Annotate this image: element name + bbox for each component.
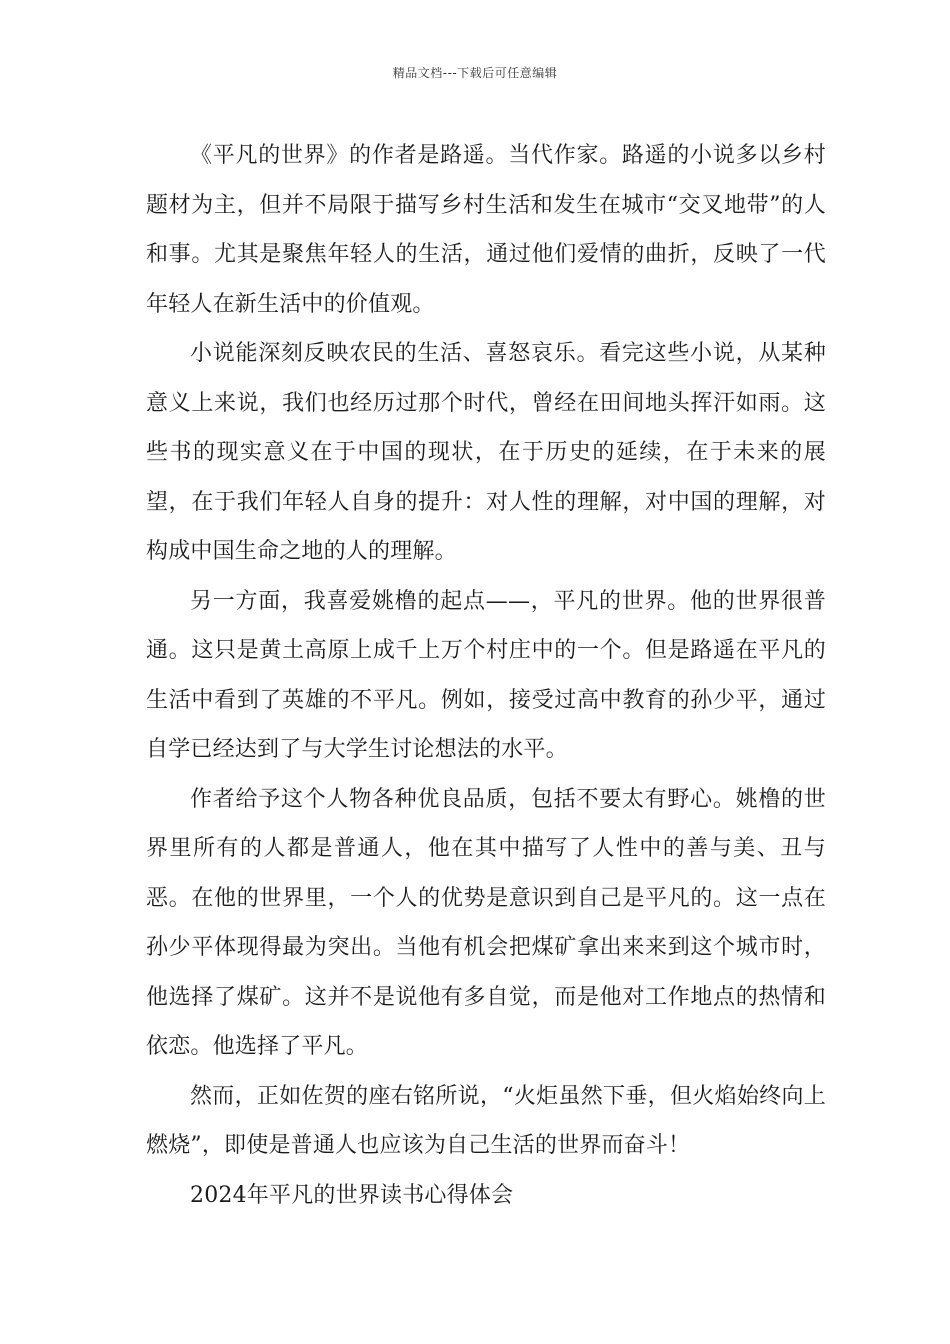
section-title: 2024年平凡的世界读书心得体会 (190, 1182, 514, 1208)
paragraph-5: 然而，正如佐贺的座右铭所说，“火炬虽然下垂，但火焰始终向上燃烧”，即使是普通人也应该为自己生活的世界而奋斗！ (146, 1083, 826, 1158)
paragraph-4: 作者给予这个人物各种优良品质，包括不要太有野心。姚橹的世界里所有的人都是普通人，他在其中描写了人性中的善与美、丑与恶。在他的世界里，一个人的优势是意识到自己是平凡的。这一点在孙少平体现得最为突出。当他有机会把煤矿拿出来来到这个城市时，他选择了煤矿。这并不是说他有多自觉，而是他对工作地点的热情和依恋。他选择了平凡。 (146, 786, 826, 1059)
page-header: 精品文档---下载后可任意编辑 (392, 66, 558, 80)
paragraph-2: 小说能深刻反映农民的生活、喜怒哀乐。看完这些小说，从某种意义上来说，我们也经历过那个时代，曾经在田间地头挥汗如雨。这些书的现实意义在于中国的现状，在于历史的延续，在于未来的展望，在于我们年轻人自身的提升：对人性的理解，对中国的理解，对构成中国生命之地的人的理解。 (146, 341, 826, 564)
document-body (146, 131, 826, 1220)
paragraph-3: 另一方面，我喜爱姚橹的起点——，平凡的世界。他的世界很普通。这只是黄土高原上成千上万个村庄中的一个。但是路遥在平凡的生活中看到了英雄的不平凡。例如，接受过高中教育的孙少平，通过自学已经达到了与大学生讨论想法的水平。 (146, 588, 826, 762)
paragraph-1: 《平凡的世界》的作者是路遥。当代作家。路遥的小说多以乡村题材为主，但并不局限于描写乡村生活和发生在城市“交叉地带”的人和事。尤其是聚焦年轻人的生活，通过他们爱情的曲折，反映了一代年轻人在新生活中的价值观。 (146, 143, 826, 317)
